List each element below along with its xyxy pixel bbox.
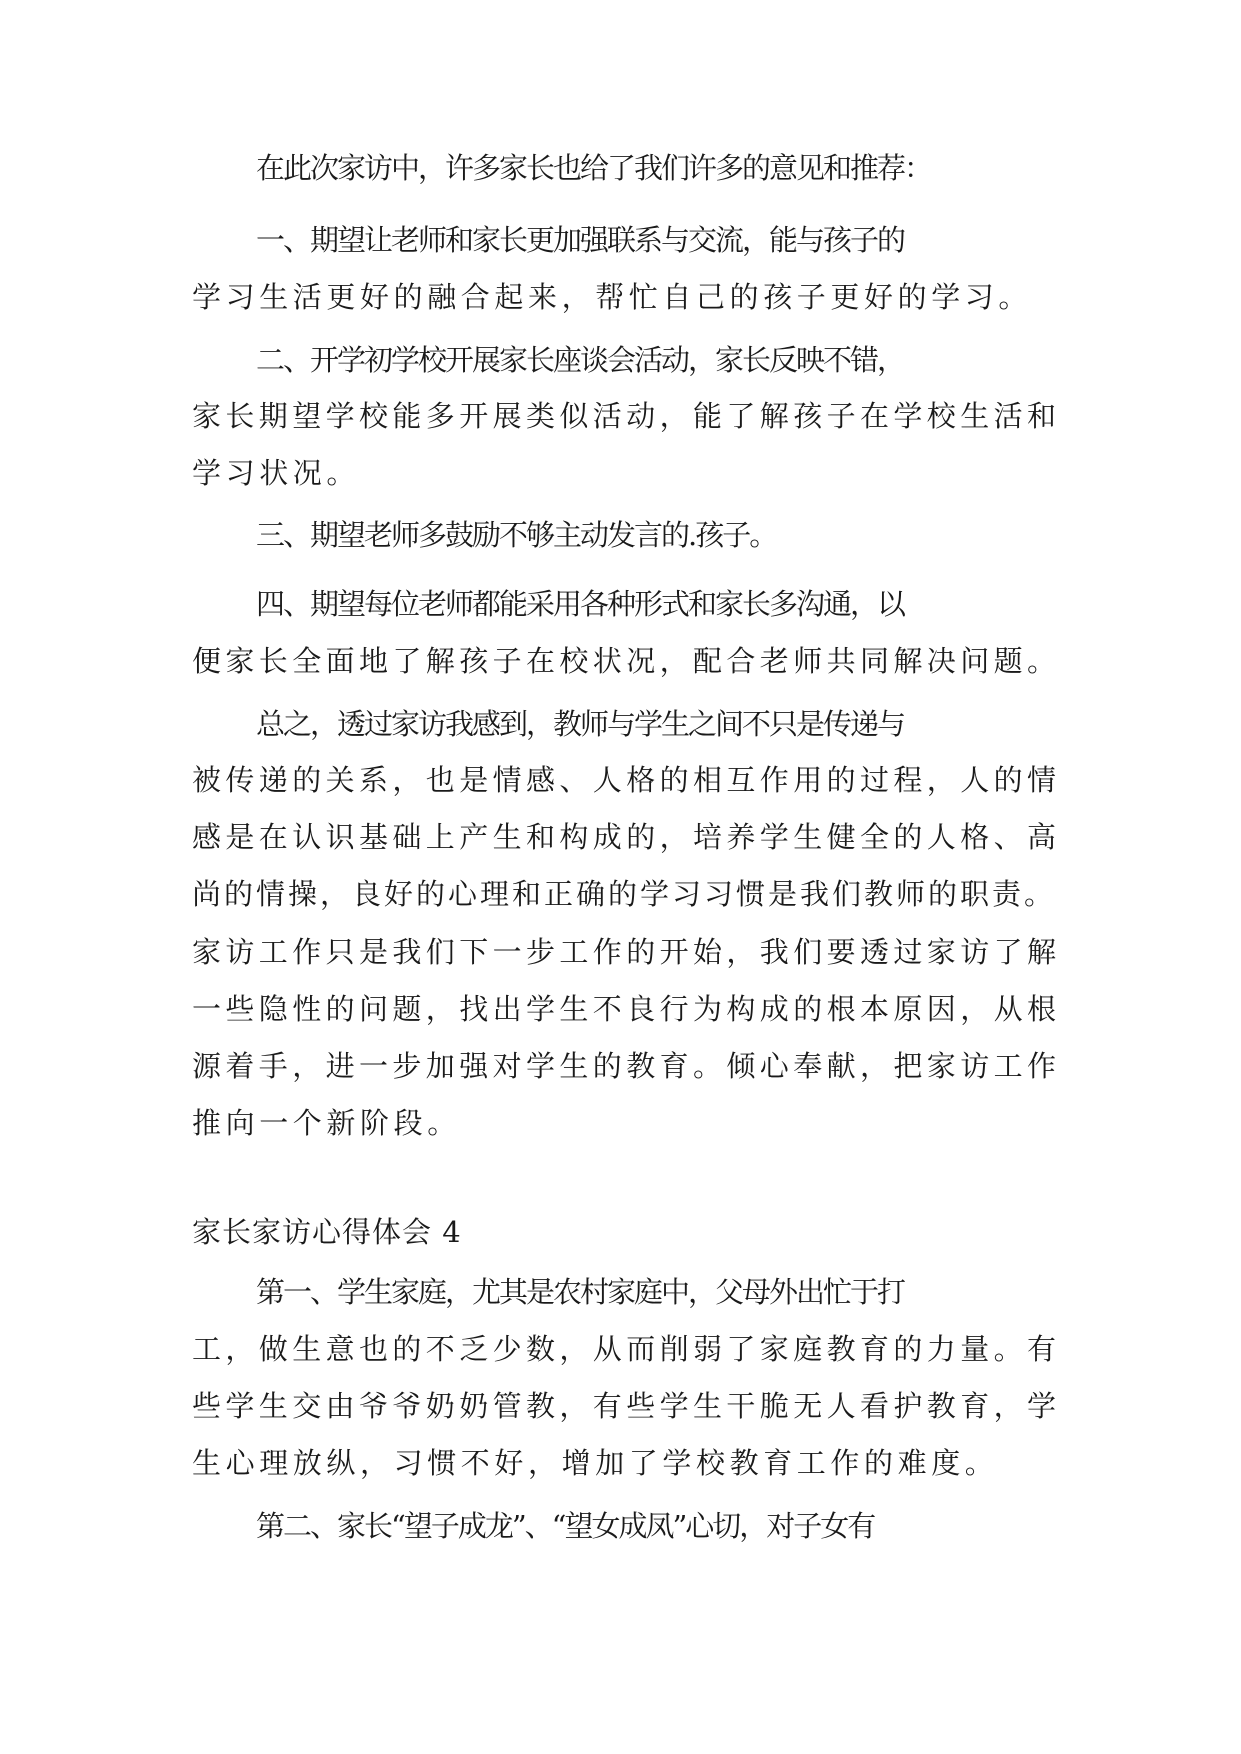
paragraph-two-line: 二、开学初学校开展家长座谈会活动，家长反映不错， [256,343,905,377]
paragraph-one-line: 一、期望让老师和家长更加强联系与交流，能与孩子的 [256,223,905,257]
section-paragraph-two-line: 第二、家长“望子成龙”、“望女成凤”心切，对子女有 [256,1509,875,1543]
section-heading: 家长家访心得体会 4 [192,1215,462,1249]
section-paragraph-one-line: 工，做生意也的不乏少数，从而削弱了家庭教育的力量。有 [192,1332,1061,1366]
paragraph-four-line: 便家长全面地了解孩子在校状况，配合老师共同解决问题。 [192,644,1061,678]
paragraph-summary-line: 推向一个新阶段。 [192,1106,461,1140]
paragraph-summary-line: 家访工作只是我们下一步工作的开始，我们要透过家访了解 [192,935,1061,969]
paragraph-four-line: 四、期望每位老师都能采用各种形式和家长多沟通，以 [256,587,905,621]
paragraph-summary-line: 尚的情操，良好的心理和正确的学习习惯是我们教师的职责。 [192,877,1057,911]
paragraph-three-line: 三、期望老师多鼓励不够主动发言的.孩子。 [256,518,777,552]
section-paragraph-one-line: 生心理放纵，习惯不好，增加了学校教育工作的难度。 [192,1446,999,1480]
paragraph-one-line: 学习生活更好的融合起来，帮忙自己的孩子更好的学习。 [192,280,1033,314]
paragraph-summary-line: 感是在认识基础上产生和构成的，培养学生健全的人格、高 [192,820,1061,854]
paragraph-summary-line: 总之，透过家访我感到，教师与学生之间不只是传递与 [256,707,905,741]
paragraph-two-line: 家长期望学校能多开展类似活动，能了解孩子在学校生活和 [192,399,1061,433]
section-paragraph-one-line: 第一、学生家庭，尤其是农村家庭中，父母外出忙于打 [256,1275,905,1309]
paragraph-intro-line: 在此次家访中，许多家长也给了我们许多的意见和推荐： [256,151,932,185]
paragraph-summary-line: 源着手，进一步加强对学生的教育。倾心奉献，把家访工作 [192,1049,1061,1083]
paragraph-summary-line: 一些隐性的问题，找出学生不良行为构成的根本原因，从根 [192,992,1061,1026]
section-paragraph-one-line: 些学生交由爷爷奶奶管教，有些学生干脆无人看护教育，学 [192,1389,1061,1423]
paragraph-two-line: 学习状况。 [192,456,361,490]
paragraph-summary-line: 被传递的关系，也是情感、人格的相互作用的过程，人的情 [192,763,1061,797]
